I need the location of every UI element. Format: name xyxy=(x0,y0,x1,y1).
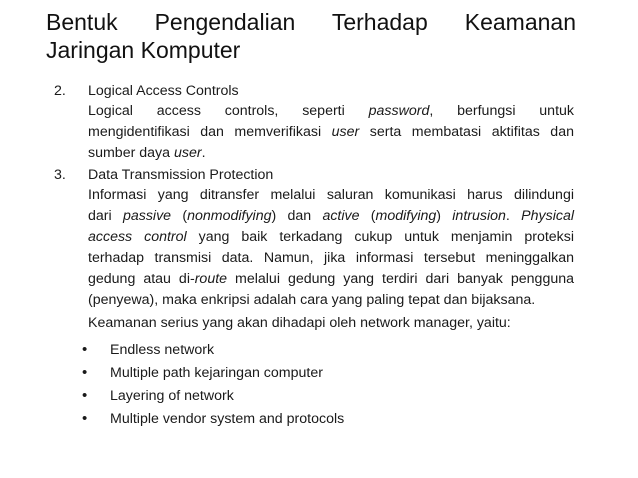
slide-body xyxy=(54,80,574,430)
bullet-item xyxy=(82,407,574,430)
section-number: 3. xyxy=(54,166,66,183)
bullet-dot-icon: • xyxy=(82,364,88,381)
slide-title: Bentuk Pengendalian Terhadap Keamanan Jaringan Komputer xyxy=(46,9,576,63)
text-run: ( xyxy=(359,208,376,224)
italic-term: passive xyxy=(122,208,172,224)
text-run: . xyxy=(505,208,522,224)
section-number: 2. xyxy=(54,82,66,99)
section-heading-text: Logical Access Controls xyxy=(88,82,239,99)
section-heading-1 xyxy=(54,80,574,101)
paragraph-line xyxy=(88,290,574,311)
italic-term: nonmodifying xyxy=(187,208,272,224)
text-run: serta membatasi aktifitas dan xyxy=(359,124,574,140)
bullet-dot-icon: • xyxy=(82,387,88,404)
bullet-text: Endless network xyxy=(110,341,215,358)
text-run: Logical access controls, seperti xyxy=(88,103,369,119)
text-run: gedung atau di- xyxy=(88,271,195,287)
bullet-text: Multiple path kejaringan computer xyxy=(110,364,323,381)
italic-term: intrusion xyxy=(452,208,506,224)
italic-term: user xyxy=(173,145,202,161)
text-run: yang baik terkadang cukup untuk menjamin proteksi xyxy=(186,229,575,245)
section-heading-2 xyxy=(54,164,574,185)
paragraph-line xyxy=(88,248,574,269)
text-run: , berfungsi untuk xyxy=(429,103,574,119)
text-run: ( xyxy=(171,208,188,224)
text-run: Informasi yang ditransfer melalui saluran komunikasi harus dilindungi xyxy=(88,187,574,203)
bullet-dot-icon: • xyxy=(82,410,88,427)
bullet-item xyxy=(82,384,574,407)
bullet-dot-icon: • xyxy=(82,341,88,358)
section-paragraph xyxy=(88,185,574,311)
section-heading-text: Data Transmission Protection xyxy=(88,166,274,183)
paragraph-line xyxy=(88,206,574,227)
sections xyxy=(54,80,574,311)
text-run: ) dan xyxy=(271,208,323,224)
italic-term: Physical xyxy=(521,208,574,224)
bullet-item xyxy=(82,338,574,361)
italic-term: access control xyxy=(88,229,187,245)
italic-term: route xyxy=(194,271,228,287)
italic-term: modifying xyxy=(375,208,437,224)
bullet-list xyxy=(54,338,574,430)
paragraph-line xyxy=(88,227,574,248)
text-run: (penyewa), maka enkripsi adalah cara yang paling tepat dan bijaksana. xyxy=(88,292,536,308)
italic-term: password xyxy=(368,103,430,119)
paragraph-line xyxy=(88,143,574,164)
text-run: ) xyxy=(436,208,453,224)
italic-term: active xyxy=(322,208,360,224)
bullet-text: Layering of network xyxy=(110,387,234,404)
text-run: sumber daya xyxy=(88,145,174,161)
bullet-text: Multiple vendor system and protocols xyxy=(110,410,345,427)
bullet-item xyxy=(82,361,574,384)
paragraph-line xyxy=(88,185,574,206)
text-run: dari xyxy=(88,208,123,224)
network-manager-intro: Keamanan serius yang akan dihadapi oleh network manager, yaitu: xyxy=(88,315,511,331)
paragraph-line xyxy=(88,101,574,122)
paragraph-line xyxy=(88,122,574,143)
text-run: . xyxy=(201,145,206,161)
text-run: melalui gedung yang terdiri dari banyak pengguna xyxy=(227,271,575,287)
paragraph-line xyxy=(88,269,574,290)
text-run: mengidentifikasi dan memverifikasi xyxy=(88,124,332,140)
italic-term: user xyxy=(331,124,360,140)
section-paragraph xyxy=(88,101,574,164)
text-run: terhadap transmisi data. Namun, jika informasi tersebut meninggalkan xyxy=(88,250,574,266)
